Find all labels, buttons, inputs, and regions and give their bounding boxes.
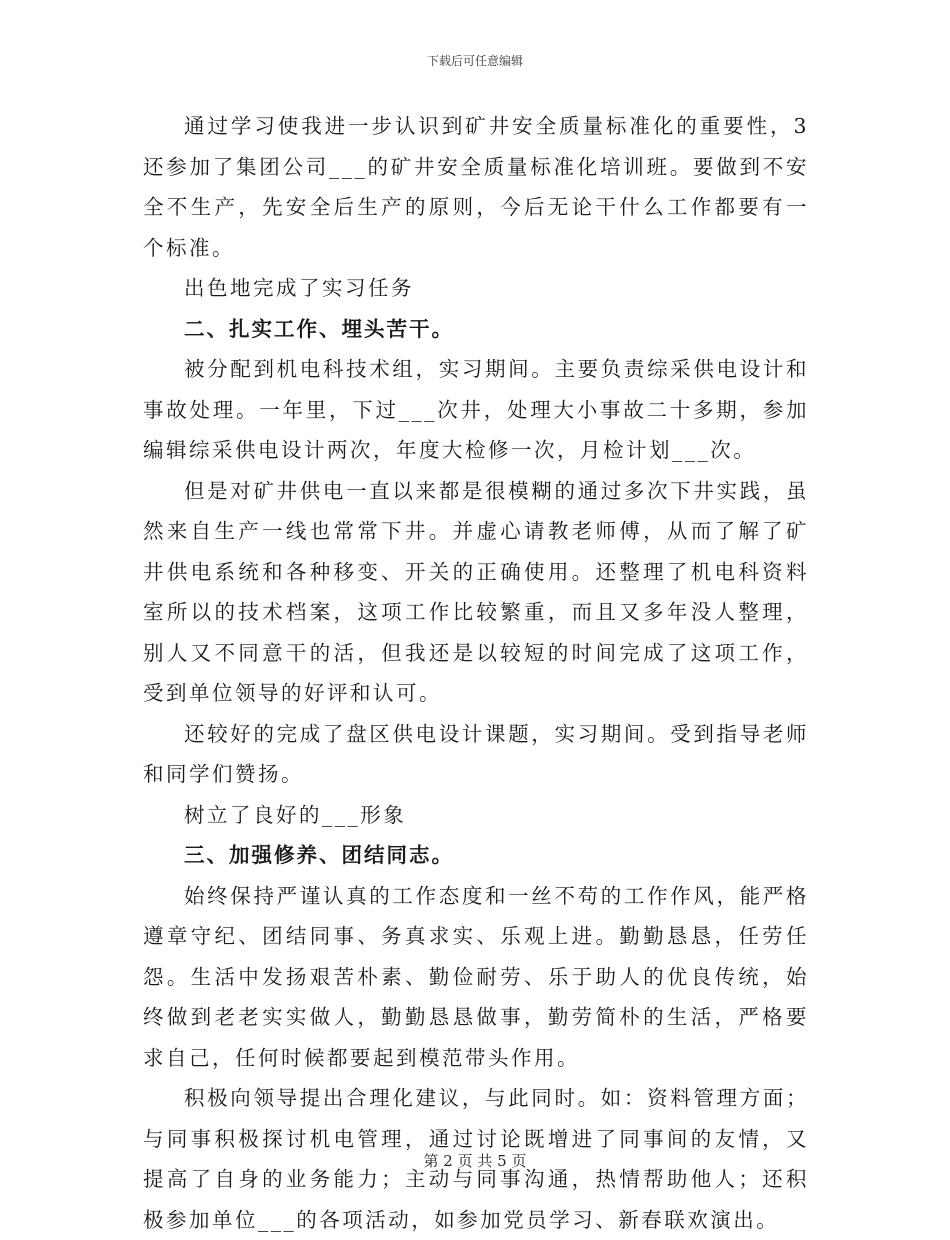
- paragraph-5: 还较好的完成了盘区供电设计课题，实习期间。受到指导老师和同学们赞扬。: [143, 721, 809, 786]
- paragraph-2: 出色地完成了实习任务: [184, 276, 414, 300]
- paragraph-6: 树立了良好的___形象: [184, 802, 407, 827]
- paragraph-8: 积极向领导提出合理化建议，与此同时。如：资料管理方面；与同事积极探讨机电管理，通过讨论既增进了同事间的友情，又提高了自身的业务能力；主动与同事沟通，热情帮助他人；还积极参加单位___的各项活动，如参加党员学习、新春联欢演出。: [143, 1086, 809, 1232]
- paragraph-3: 被分配到机电科技术组，实习期间。主要负责综采供电设计和事故处理。一年里，下过___次井，处理大小事故二十多期，参加编辑综采供电设计两次，年度大检修一次，月检计划___次。: [143, 357, 809, 462]
- page-number-footer: 第 2 页 共 5 页: [423, 1152, 527, 1170]
- document-body: [143, 106, 809, 1240]
- paragraph-1: 通过学习使我进一步认识到矿井安全质量标准化的重要性，3还参加了集团公司___的矿井安全质量标准化培训班。要做到不安全不生产，先安全后生产的原则，今后无论干什么工作都要有一个标准。: [143, 114, 809, 260]
- page-header: 下载后可任意编辑: [426, 54, 523, 68]
- section-heading-2: 二、扎实工作、埋头苦干。: [184, 316, 454, 341]
- section-heading-3: 三、加强修养、团结同志。: [184, 843, 454, 867]
- paragraph-4: 但是对矿井供电一直以来都是很模糊的通过多次下井实践，虽然来自生产一线也常常下井。并虚心请教老师傅，从而了解了矿井供电系统和各种移变、开关的正确使用。还整理了机电科资料室所以的技术档案，这项工作比较繁重，而且又多年没人整理，别人又不同意干的活，但我还是以较短的时间完成了这项工作，受到单位领导的好评和认可。: [143, 478, 809, 705]
- paragraph-7: 始终保持严谨认真的工作态度和一丝不苟的工作作风，能严格遵章守纪、团结同事、务真求实、乐观上进。勤勤恳恳，任劳任怨。生活中发扬艰苦朴素、勤俭耐劳、乐于助人的优良传统，始终做到老老实实做人，勤勤恳恳做事，勤劳简朴的生活，严格要求自己，任何时候都要起到模范带头作用。: [143, 883, 809, 1070]
